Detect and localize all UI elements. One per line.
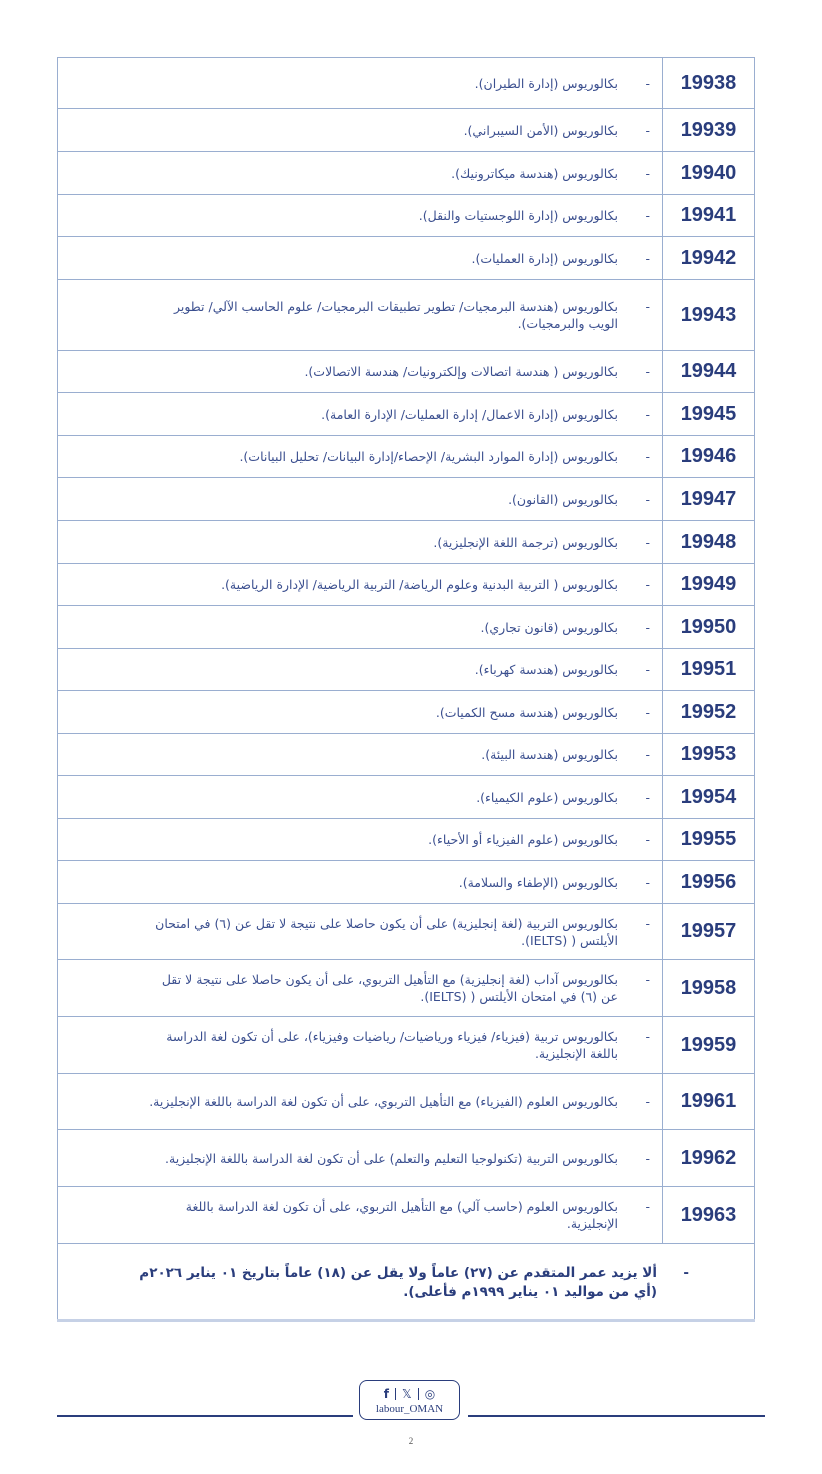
specialization-text: بكالوريوس (هندسة البرمجيات/ تطوير تطبيقات البرمجيات/ علوم الحاسب الآلي/ تطوير الويب والبرمجيات).: [173, 299, 618, 331]
specialization-text: بكالوريوس (إدارة الاعمال/ إدارة العمليات/ الإدارة العامة).: [321, 406, 618, 422]
specialization-text: بكالوريوس (ترجمة اللغة الإنجليزية).: [433, 534, 618, 550]
specialization-cell: [58, 861, 663, 904]
code-cell: 19943: [663, 280, 755, 351]
list-dash: -: [645, 662, 650, 677]
code-cell: 19951: [663, 649, 755, 691]
specialization-cell: [58, 564, 663, 606]
table-row: [58, 776, 755, 819]
specialization-cell: [58, 436, 663, 478]
list-dash: -: [645, 75, 650, 91]
table-row: [58, 237, 755, 280]
code-cell: 19953: [663, 734, 755, 776]
icon-separator: [418, 1388, 419, 1400]
footer-divider-right: [468, 1415, 765, 1417]
specialization-cell: [58, 195, 663, 237]
specialization-text: بكالوريوس (هندسة ميكاترونيك).: [451, 165, 618, 181]
list-dash: -: [645, 704, 650, 720]
specialization-text: بكالوريوس ( التربية البدنية وعلوم الرياضة/ التربية الرياضية/ الإدارة الرياضية).: [221, 577, 618, 592]
table-row: [58, 960, 755, 1017]
specialization-text: بكالوريوس (علوم الكيمياء).: [476, 789, 618, 805]
specialization-text: بكالوريوس العلوم (الفيزياء) مع التأهيل التربوي، على أن تكون لغة الدراسة باللغة الإنجليزية.: [149, 1094, 618, 1109]
specialization-text: بكالوريوس (إدارة الموارد البشرية/ الإحصاء/إدارة البيانات/ تحليل البيانات).: [239, 449, 618, 464]
table-row: [58, 606, 755, 649]
code-cell: 19949: [663, 564, 755, 606]
specialization-text: بكالوريوس (إدارة الطيران).: [474, 75, 618, 91]
specialization-text: بكالوريوس (الأمن السيبراني).: [463, 122, 618, 138]
list-dash: -: [645, 789, 650, 805]
list-dash: -: [645, 165, 650, 181]
list-dash: -: [645, 1029, 650, 1044]
specialization-cell: [58, 521, 663, 564]
specialization-cell: [58, 606, 663, 649]
social-badge[interactable]: [359, 1380, 460, 1420]
code-cell: 19944: [663, 351, 755, 393]
specialization-text: بكالوريوس التربية (تكنولوجيا التعليم والتعلم) على أن تكون لغة الدراسة باللغة الإنجليزية.: [165, 1150, 618, 1166]
list-dash: -: [645, 122, 650, 138]
table-row: [58, 904, 755, 960]
table-row: [58, 436, 755, 478]
table-row: [58, 109, 755, 152]
specialization-cell: [58, 1074, 663, 1130]
code-cell: 19954: [663, 776, 755, 819]
specialization-cell: [58, 734, 663, 776]
specialization-cell: [58, 280, 663, 351]
table-row: [58, 1074, 755, 1130]
table-row: [58, 564, 755, 606]
specialization-cell: [58, 819, 663, 861]
table-row: [58, 1187, 755, 1244]
specialization-text: بكالوريوس (الإطفاء والسلامة).: [458, 874, 618, 890]
specialization-text: بكالوريوس (إدارة اللوجستيات والنقل).: [418, 208, 618, 223]
list-dash: -: [645, 364, 650, 379]
list-dash: -: [645, 406, 650, 422]
table-row: [58, 691, 755, 734]
specialization-cell: [58, 960, 663, 1017]
table-row: [58, 1130, 755, 1187]
code-cell: 19957: [663, 904, 755, 960]
list-dash: -: [645, 972, 650, 987]
table-row: [58, 393, 755, 436]
list-dash: -: [645, 915, 650, 931]
table-row: [58, 649, 755, 691]
code-cell: 19939: [663, 109, 755, 152]
code-cell: 19963: [663, 1187, 755, 1244]
code-cell: 19945: [663, 393, 755, 436]
page-number: 2: [408, 1436, 414, 1446]
specialization-cell: [58, 393, 663, 436]
table-row: [58, 1017, 755, 1074]
code-cell: 19938: [663, 58, 755, 109]
specialization-cell: [58, 776, 663, 819]
code-cell: 19952: [663, 691, 755, 734]
specialization-cell: [58, 649, 663, 691]
specialization-cell: [58, 58, 663, 109]
footer-divider-left: [57, 1415, 353, 1417]
table-row: [58, 195, 755, 237]
specialization-text: بكالوريوس تربية (فيزياء/ فيزياء ورياضيات/ رياضيات وفيزياء)، على أن تكون لغة الدراسة باللغة الإنجليزية.: [166, 1029, 618, 1061]
list-dash: -: [645, 491, 650, 507]
age-condition-text: ألا يزيد عمر المتقدم عن (٢٧) عاماً ولا يقل عن (١٨) عاماً بتاريخ ٠١ يناير ٢٠٢٦م (أي من مواليد ٠١ يناير ١٩٩٩م فأعلى).: [139, 1264, 657, 1300]
table-row: [58, 152, 755, 195]
code-cell: 19946: [663, 436, 755, 478]
specialization-cell: [58, 1187, 663, 1244]
table-row: [58, 478, 755, 521]
specialization-cell: [58, 691, 663, 734]
table-row: [58, 351, 755, 393]
code-cell: 19948: [663, 521, 755, 564]
list-dash: -: [645, 747, 650, 762]
table-row: [58, 521, 755, 564]
list-dash: -: [645, 619, 650, 635]
specialization-cell: [58, 904, 663, 960]
social-icons: [360, 1386, 459, 1402]
icon-separator: [395, 1388, 396, 1400]
list-dash: -: [645, 534, 650, 550]
code-cell: 19955: [663, 819, 755, 861]
age-condition-cell: [58, 1244, 755, 1322]
list-dash: -: [645, 1094, 650, 1109]
code-cell: 19950: [663, 606, 755, 649]
specialization-cell: [58, 1130, 663, 1187]
table-row: [58, 734, 755, 776]
specialization-cell: [58, 351, 663, 393]
social-handle[interactable]: labour_OMAN: [375, 1403, 444, 1415]
table-row: [58, 861, 755, 904]
list-dash: -: [683, 1264, 689, 1281]
list-dash: -: [645, 299, 650, 314]
specializations-table: [57, 57, 755, 1322]
x-icon[interactable]: 𝕏: [402, 1387, 412, 1401]
specialization-text: بكالوريوس (علوم الفيزياء أو الأحياء).: [428, 832, 618, 847]
code-cell: 19941: [663, 195, 755, 237]
specialization-text: بكالوريوس ( هندسة اتصالات وإلكترونيات/ هندسة الاتصالات).: [304, 364, 618, 379]
list-dash: -: [645, 1199, 650, 1214]
list-dash: -: [645, 250, 650, 266]
table-row: [58, 819, 755, 861]
list-dash: -: [645, 577, 650, 592]
table-bottom-rule: [57, 1319, 755, 1322]
list-dash: -: [645, 832, 650, 847]
code-cell: 19956: [663, 861, 755, 904]
specialization-text: بكالوريوس (القانون).: [508, 491, 618, 507]
code-cell: 19962: [663, 1130, 755, 1187]
facebook-icon[interactable]: f: [383, 1387, 390, 1401]
specialization-text: بكالوريوس التربية (لغة إنجليزية) على أن يكون حاصلا على نتيجة لا تقل عن (٦) في امتحان الأيلتس ( (IELTS).: [155, 915, 618, 948]
code-cell: 19942: [663, 237, 755, 280]
specialization-text: بكالوريوس العلوم (حاسب آلي) مع التأهيل التربوي، على أن تكون لغة الدراسة باللغة الإنجليزية.: [185, 1199, 618, 1231]
list-dash: -: [645, 208, 650, 223]
specialization-cell: [58, 478, 663, 521]
age-condition-row: [58, 1244, 755, 1322]
code-cell: 19958: [663, 960, 755, 1017]
list-dash: -: [645, 449, 650, 464]
specialization-cell: [58, 109, 663, 152]
code-cell: 19961: [663, 1074, 755, 1130]
specialization-text: بكالوريوس (هندسة البيئة).: [481, 747, 618, 762]
code-cell: 19959: [663, 1017, 755, 1074]
instagram-icon[interactable]: ◎: [424, 1387, 436, 1401]
specialization-text: بكالوريوس آداب (لغة إنجليزية) مع التأهيل التربوي، على أن يكون حاصلا على نتيجة لا تقل عن (٦) في امتحان الأيلتس ( (IELTS).: [161, 972, 618, 1004]
specialization-text: بكالوريوس (إدارة العمليات).: [471, 250, 618, 266]
specialization-text: بكالوريوس (هندسة مسح الكميات).: [435, 704, 618, 720]
specialization-text: بكالوريوس (قانون تجاري).: [480, 619, 618, 635]
table-row: [58, 280, 755, 351]
specialization-text: بكالوريوس (هندسة كهرباء).: [474, 662, 618, 677]
specialization-cell: [58, 1017, 663, 1074]
list-dash: -: [645, 1150, 650, 1166]
code-cell: 19947: [663, 478, 755, 521]
list-dash: -: [645, 874, 650, 890]
specialization-cell: [58, 152, 663, 195]
specialization-cell: [58, 237, 663, 280]
table-row: [58, 58, 755, 109]
code-cell: 19940: [663, 152, 755, 195]
